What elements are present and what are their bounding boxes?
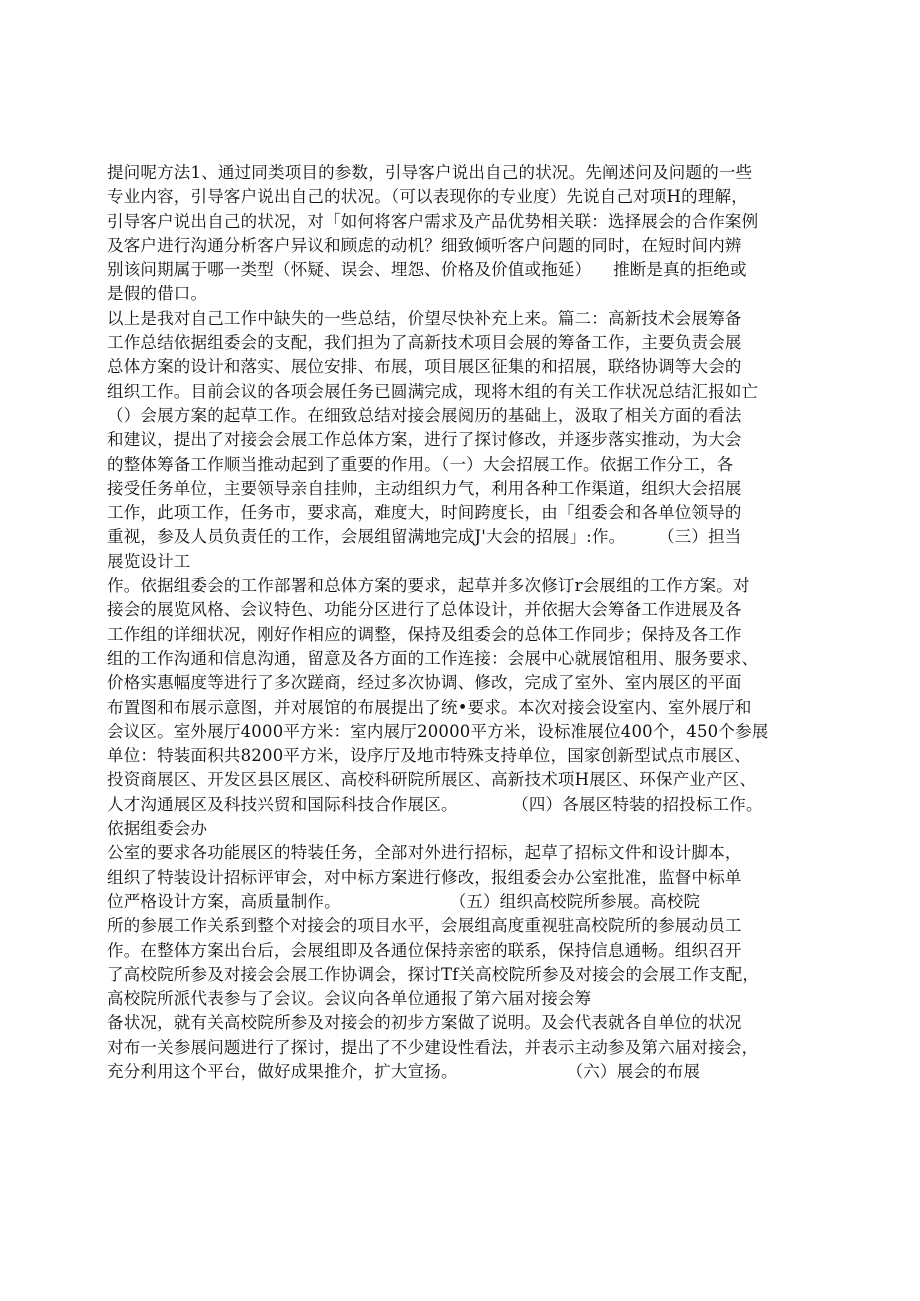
- text-line: 位严格设计方案，高质量制作。 （五）组织高校院所参展。高校院: [107, 891, 701, 911]
- text-line: 接受任务单位，主要领导亲自挂帅，主动组织力气，利用各种工作渠道，组织大会招展: [107, 478, 742, 498]
- text-line: 充分利用这个平台，做好成果推介，扩大宣扬。 （六）展会的布展: [107, 1061, 701, 1081]
- text-line: 提问呢方法1、通过同类项目的参数，引导客户说出自己的状况。先阐述问及问题的一些: [107, 163, 753, 182]
- text-line: 以上是我对自己工作中缺失的一些总结，价望尽快补充上来。篇二：高新技术会展筹备: [107, 308, 742, 328]
- text-line: 对布一关参展问题进行了探讨，提出了不少建设性看法，并表示主动参及第六届对接会，: [107, 1037, 759, 1057]
- text-line: （）会展方案的起草工作。在细致总结对接会展阅历的基础上，汲取了相关方面的看法: [107, 405, 742, 425]
- text-line: 组织了特装设计招标评审会，对中标方案进行修改，报组委会办公室批准，监督中标单: [107, 867, 742, 887]
- text-line: 别该问期属于哪一类型（怀疑、误会、埋怨、价格及价值或拖延） 推断是真的拒绝或: [107, 260, 747, 280]
- text-line: 价格实惠幅度等进行了多次蹉商，经过多次协调、修改，完成了室外、室内展区的平面: [107, 673, 742, 693]
- text-line: 引导客户说出自己的状况，对「如何将客户需求及产品优势相关联：选择展会的合作案例: [107, 211, 759, 231]
- text-line: 人才沟通展区及科技兴贸和国际科技合作展区。 （四）各展区特装的招投标工作。: [107, 794, 763, 814]
- text-line: 的整体筹备工作顺当推动起到了重要的作用。（一）大会招展工作。依据工作分工，各: [107, 454, 734, 474]
- text-line: 作。依据组委会的工作部署和总体方案的要求，起草并多次修订r会展组的工作方案。对: [107, 576, 750, 596]
- text-line: 是假的借口。: [107, 284, 208, 304]
- text-line: 工作总结依据组委会的支配，我们担为了高新技术项目会展的筹备工作，主要负责会展: [107, 333, 742, 353]
- text-line: 布置图和布展示意图，并对展馆的布展提出了统•要求。本次对接会设室内、室外展厅和: [107, 697, 752, 717]
- text-line: 公室的要求各功能展区的特装任务，全部对外进行招标，起草了招标文件和设计脚本，: [107, 843, 742, 863]
- text-line: 和建议，提出了对接会会展工作总体方案，进行了探讨修改，并逐步落实推动，为大会: [107, 430, 742, 450]
- text-line: 重视，参及人员负责任的工作，会展组留满地完成J'大会的招展」:作。 （三）担当: [107, 527, 742, 547]
- body-text: [107, 161, 819, 1084]
- text-line: 作。在整体方案出台后，会展组即及各通位保持亲密的联系，保持信息通畅。组织召开: [107, 940, 742, 960]
- text-line: 专业内容，引导客户说出自己的状况。（可以表现你的专业度）先说自己对项H的理解，: [107, 187, 748, 207]
- text-line: 组织工作。目前会议的各项会展任务已圆满完成，现将木组的有关工作状况总结汇报如亡: [107, 381, 759, 401]
- text-line: 工作，此项工作，任务市，要求高，难度大，时间跨度长，由「组委会和各单位领导的: [107, 503, 742, 523]
- text-line: 及客户进行沟通分析客户异议和顾虑的动机？细致倾听客户问题的同时，在短时间内辨: [107, 235, 742, 255]
- text-line: 所的参展工作关系到整个对接会的项目水平，会展组高度重视驻高校院所的参展动员工: [107, 916, 742, 936]
- text-line: 会议区。室外展厅4000平方米：室内展厅20000平方米，设标准展位400个，450个参展: [107, 721, 769, 741]
- text-line: 依据组委会办: [107, 819, 208, 839]
- text-line: 高校院所派代表参与了会议。会议向各单位通报了第六届对接会筹: [107, 989, 592, 1009]
- text-line: 工作组的详细状况，刚好作相应的调整，保持及组委会的总体工作同步；保持及各工作: [107, 624, 742, 644]
- text-line: 了高校院所参及对接会会展工作协调会，探讨Tf关高校院所参及对接会的会展工作支配，: [107, 964, 760, 984]
- text-line: 组的工作沟通和信息沟通，留意及各方面的工作连接：会展中心就展馆租用、服务要求、: [107, 648, 759, 668]
- text-line: 单位：特装面积共8200平方米，设序厅及地市特殊支持单位，国家创新型试点市展区、: [107, 746, 751, 766]
- text-line: 展览设计工: [107, 551, 191, 571]
- text-line: 总体方案的设计和落实、展位安排、布展，项目展区征集的和招展，联络协调等大会的: [107, 357, 742, 377]
- text-line: 投资商展区、开发区县区展区、高校科研院所展区、高新技术项H展区、环保产业产区、: [107, 770, 757, 790]
- text-line: 接会的展览风格、会议特色、功能分区进行了总体设计，并依据大会筹备工作进展及各: [107, 600, 742, 620]
- text-line: 备状况，就有关高校院所参及对接会的初步方案做了说明。及会代表就各自单位的状况: [107, 1013, 742, 1033]
